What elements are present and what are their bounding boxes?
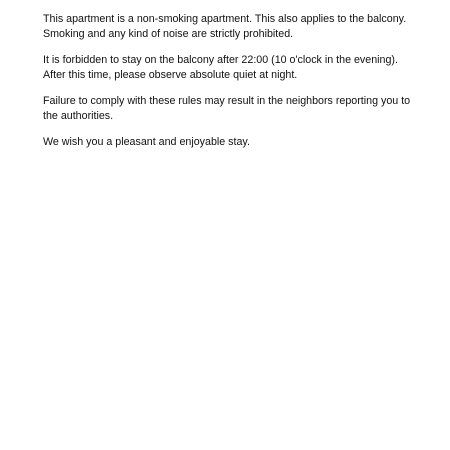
paragraph-line: Smoking and any kind of noise are strictly prohibited. [43, 28, 294, 40]
paragraph-line: We wish you a pleasant and enjoyable stay. [43, 136, 250, 148]
paragraph-line: the authorities. [43, 110, 114, 122]
paragraph-compliance-warning [43, 94, 430, 124]
paragraph-line: This apartment is a non-smoking apartment. This also applies to the balcony. [43, 13, 407, 25]
paragraph-non-smoking [43, 12, 430, 42]
paragraph-line: After this time, please observe absolute quiet at night. [43, 69, 298, 81]
paragraph-line: Failure to comply with these rules may result in the neighbors reporting you to [43, 95, 411, 107]
paragraph-closing-wish [43, 135, 430, 150]
paragraph-line: It is forbidden to stay on the balcony after 22:00 (10 o'clock in the evening). [43, 54, 398, 66]
paragraph-balcony-curfew [43, 53, 430, 83]
